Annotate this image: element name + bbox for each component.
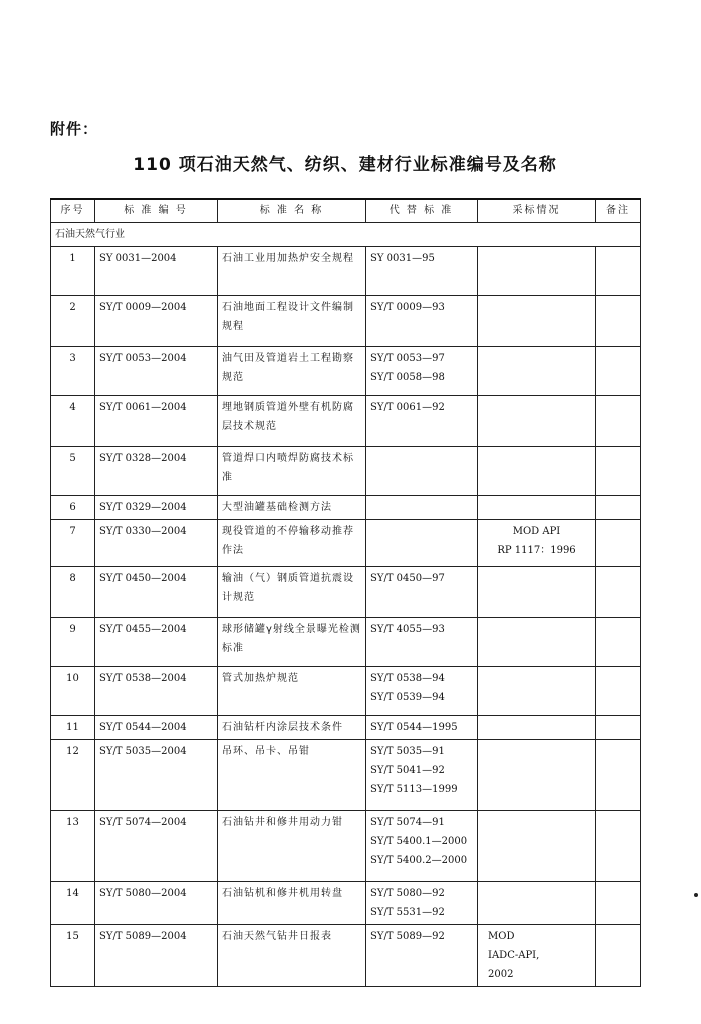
- note: [596, 396, 641, 447]
- adoption-line: RP 1117：1996: [497, 545, 576, 556]
- standard-name: 油气田及管道岩土工程勘察规范: [218, 347, 366, 396]
- standards-table: [50, 198, 641, 987]
- replaced-standards: [366, 925, 478, 987]
- standard-code: SY/T 0009—2004: [95, 296, 218, 347]
- table-row: [51, 925, 641, 987]
- adoption-line: MOD: [488, 931, 515, 942]
- replaced-standard: SY/T 5074—91: [370, 817, 445, 828]
- replaced-standard: SY/T 5113—1999: [370, 784, 458, 795]
- replaced-standard: SY 0031—95: [370, 253, 435, 264]
- replaced-standard: SY/T 5035—91: [370, 746, 445, 757]
- table-row: [51, 496, 641, 520]
- table-row: [51, 740, 641, 811]
- note: [596, 740, 641, 811]
- row-number: 5: [51, 447, 95, 496]
- adoption-status: [478, 296, 596, 347]
- standard-name: 石油地面工程设计文件编制规程: [218, 296, 366, 347]
- table-body: [51, 223, 641, 987]
- replaced-standards: [366, 667, 478, 716]
- standard-name: 石油钻井和修井用动力钳: [218, 811, 366, 882]
- attachment-label: 附件：: [50, 120, 99, 138]
- scan-mark: [694, 893, 698, 897]
- note: [596, 447, 641, 496]
- row-number: 10: [51, 667, 95, 716]
- standard-name: 石油钻杆内涂层技术条件: [218, 716, 366, 740]
- row-number: 11: [51, 716, 95, 740]
- replaced-standard: SY/T 4055—93: [370, 624, 445, 635]
- table-row: [51, 296, 641, 347]
- replaced-standard: SY/T 0544—1995: [370, 722, 458, 733]
- standard-name: 石油天然气钻井日报表: [218, 925, 366, 987]
- note: [596, 520, 641, 567]
- note: [596, 496, 641, 520]
- column-header-replaces: 代 替 标 准: [366, 199, 478, 223]
- standard-code: SY/T 0330—2004: [95, 520, 218, 567]
- note: [596, 667, 641, 716]
- column-header-adoption: 采标情况: [478, 199, 596, 223]
- table-row: [51, 567, 641, 618]
- replaced-standards: [366, 347, 478, 396]
- standard-name: 大型油罐基础检测方法: [218, 496, 366, 520]
- category-row: [51, 223, 641, 247]
- standard-code: SY/T 0450—2004: [95, 567, 218, 618]
- adoption-status: [478, 347, 596, 396]
- replaced-standards: [366, 716, 478, 740]
- row-number: 13: [51, 811, 95, 882]
- replaced-standard: SY/T 5080—92: [370, 888, 445, 899]
- standard-name: 管道焊口内喷焊防腐技术标准: [218, 447, 366, 496]
- adoption-status: [478, 396, 596, 447]
- standard-code: SY/T 5074—2004: [95, 811, 218, 882]
- replaced-standards: [366, 247, 478, 296]
- standard-code: SY/T 0061—2004: [95, 396, 218, 447]
- standard-name: 埋地钢质管道外壁有机防腐层技术规范: [218, 396, 366, 447]
- row-number: 2: [51, 296, 95, 347]
- standard-name: 输油（气）钢质管道抗震设计规范: [218, 567, 366, 618]
- table-row: [51, 882, 641, 925]
- standard-name: 现役管道的不停输移动推荐作法: [218, 520, 366, 567]
- standard-code: SY/T 0329—2004: [95, 496, 218, 520]
- standard-code: SY/T 0538—2004: [95, 667, 218, 716]
- replaced-standard: SY/T 5531—92: [370, 907, 445, 918]
- adoption-status: [478, 496, 596, 520]
- adoption-status: [478, 811, 596, 882]
- replaced-standards: [366, 811, 478, 882]
- standard-code: SY/T 5080—2004: [95, 882, 218, 925]
- replaced-standards: [366, 496, 478, 520]
- note: [596, 347, 641, 396]
- note: [596, 716, 641, 740]
- note: [596, 618, 641, 667]
- standard-code: SY 0031—2004: [95, 247, 218, 296]
- replaced-standards: [366, 520, 478, 567]
- replaced-standard: SY/T 0539—94: [370, 692, 445, 703]
- standard-code: SY/T 0544—2004: [95, 716, 218, 740]
- replaced-standard: SY/T 0450—97: [370, 573, 445, 584]
- adoption-line: MOD API: [512, 526, 561, 537]
- column-header-code: 标 准 编 号: [95, 199, 218, 223]
- replaced-standards: [366, 296, 478, 347]
- row-number: 6: [51, 496, 95, 520]
- row-number: 15: [51, 925, 95, 987]
- table-row: [51, 396, 641, 447]
- note: [596, 925, 641, 987]
- replaced-standards: [366, 567, 478, 618]
- table-row: [51, 520, 641, 567]
- standard-name: 石油工业用加热炉安全规程: [218, 247, 366, 296]
- table-row: [51, 811, 641, 882]
- replaced-standard: SY/T 0538—94: [370, 673, 445, 684]
- adoption-status: [478, 740, 596, 811]
- table-header-row: [51, 199, 641, 223]
- replaced-standards: [366, 396, 478, 447]
- table-row: [51, 447, 641, 496]
- replaced-standard: SY/T 0053—97: [370, 353, 445, 364]
- column-header-note: 备注: [596, 199, 641, 223]
- replaced-standard: SY/T 0009—93: [370, 302, 445, 313]
- row-number: 9: [51, 618, 95, 667]
- row-number: 14: [51, 882, 95, 925]
- standard-code: SY/T 5035—2004: [95, 740, 218, 811]
- note: [596, 882, 641, 925]
- row-number: 4: [51, 396, 95, 447]
- replaced-standards: [366, 882, 478, 925]
- row-number: 3: [51, 347, 95, 396]
- replaced-standard: SY/T 5041—92: [370, 765, 445, 776]
- adoption-status: [478, 667, 596, 716]
- table-row: [51, 618, 641, 667]
- standard-name: 球形储罐γ射线全景曝光检测标准: [218, 618, 366, 667]
- replaced-standards: [366, 447, 478, 496]
- replaced-standard: SY/T 5400.1—2000: [370, 836, 468, 847]
- replaced-standards: [366, 740, 478, 811]
- replaced-standard: SY/T 0058—98: [370, 372, 445, 383]
- adoption-status: [478, 567, 596, 618]
- adoption-line: IADC-API,: [488, 950, 540, 961]
- adoption-status: [478, 447, 596, 496]
- standard-name: 管式加热炉规范: [218, 667, 366, 716]
- row-number: 1: [51, 247, 95, 296]
- standard-name: 吊环、吊卡、吊钳: [218, 740, 366, 811]
- replaced-standard: SY/T 5089—92: [370, 931, 445, 942]
- adoption-status: [478, 716, 596, 740]
- table-row: [51, 667, 641, 716]
- standard-code: SY/T 0053—2004: [95, 347, 218, 396]
- column-header-no: 序号: [51, 199, 95, 223]
- note: [596, 567, 641, 618]
- note: [596, 247, 641, 296]
- page-title: 110 项石油天然气、纺织、建材行业标准编号及名称: [133, 155, 557, 175]
- standard-name: 石油钻机和修井机用转盘: [218, 882, 366, 925]
- table-row: [51, 247, 641, 296]
- table-row: [51, 716, 641, 740]
- replaced-standard: SY/T 5400.2—2000: [370, 855, 468, 866]
- replaced-standard: SY/T 0061—92: [370, 402, 445, 413]
- note: [596, 296, 641, 347]
- adoption-line: 2002: [488, 969, 514, 980]
- column-header-name: 标 准 名 称: [218, 199, 366, 223]
- standard-code: SY/T 0328—2004: [95, 447, 218, 496]
- adoption-status: [478, 882, 596, 925]
- category-label: 石油天然气行业: [51, 223, 641, 247]
- adoption-status: [478, 247, 596, 296]
- row-number: 7: [51, 520, 95, 567]
- note: [596, 811, 641, 882]
- standard-code: SY/T 5089—2004: [95, 925, 218, 987]
- adoption-status: [478, 618, 596, 667]
- adoption-status: [478, 520, 596, 567]
- standard-code: SY/T 0455—2004: [95, 618, 218, 667]
- table-row: [51, 347, 641, 396]
- adoption-status: [478, 925, 596, 987]
- row-number: 12: [51, 740, 95, 811]
- replaced-standards: [366, 618, 478, 667]
- row-number: 8: [51, 567, 95, 618]
